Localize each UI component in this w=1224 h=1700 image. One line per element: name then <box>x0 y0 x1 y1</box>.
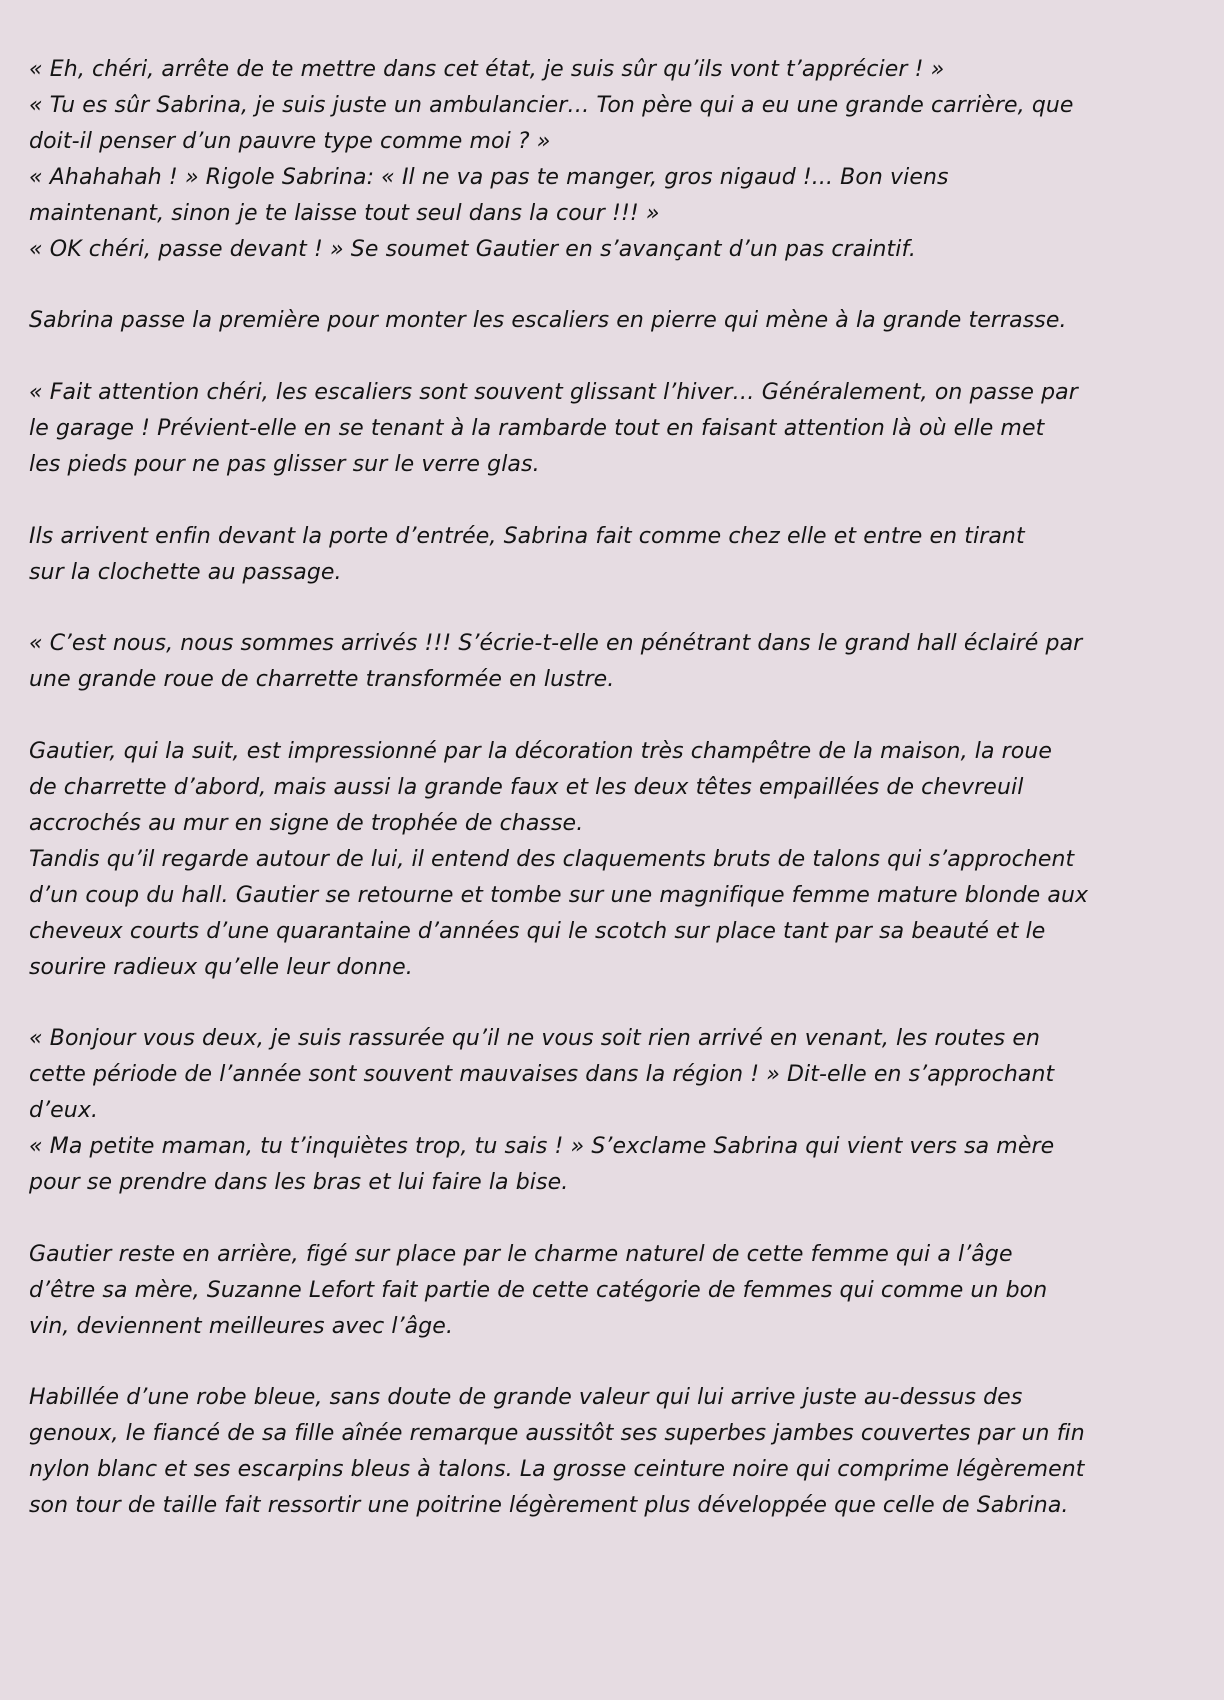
text-line: Ils arrivent enfin devant la porte d’entrée, Sabrina fait comme chez elle et entre en tirant <box>29 523 1025 549</box>
paragraph-5 <box>29 626 1197 698</box>
text-line: d’être sa mère, Suzanne Lefort fait partie de cette catégorie de femmes qui comme un bon <box>29 1277 1048 1303</box>
text-line: « C’est nous, nous sommes arrivés !!! S’écrie-t-elle en pénétrant dans le grand hall éclairé par <box>29 631 1083 657</box>
paragraph-6 <box>29 734 1197 985</box>
text-line: vin, deviennent meilleures avec l’âge. <box>29 1313 454 1339</box>
text-line: pour se prendre dans les bras et lui faire la bise. <box>29 1170 569 1195</box>
text-line: « Ahahahah ! » Rigole Sabrina: « Il ne va pas te manger, gros nigaud !... Bon viens <box>29 164 949 190</box>
text-line: cheveux courts d’une quarantaine d’années qui le scotch sur place tant par sa beauté et le <box>29 918 1046 944</box>
text-line: de charrette d’abord, mais aussi la grande faux et les deux têtes empaillées de chevreuil <box>29 775 1024 801</box>
text-line: Gautier reste en arrière, figé sur place par le charme naturel de cette femme qui a l’âge <box>29 1241 1013 1267</box>
text-line: son tour de taille fait ressortir une poitrine légèrement plus développée que celle de Sabrina. <box>29 1493 1069 1519</box>
text-line: « Tu es sûr Sabrina, je suis juste un ambulancier… Ton père qui a eu une grande carrière, que <box>29 92 1074 118</box>
paragraph-9 <box>29 1380 1197 1524</box>
text-line: Tandis qu’il regarde autour de lui, il entend des claquements bruts de talons qui s’approchent <box>29 846 1075 872</box>
document-page <box>29 52 1197 1560</box>
text-line: « OK chéri, passe devant ! » Se soumet Gautier en s’avançant d’un pas craintif. <box>29 236 916 262</box>
text-line: une grande roue de charrette transformée en lustre. <box>29 667 615 693</box>
text-line: « Ma petite maman, tu t’inquiètes trop, tu sais ! » S’exclame Sabrina qui vient vers sa mère <box>29 1134 1055 1160</box>
paragraph-4 <box>29 519 1197 591</box>
paragraph-7 <box>29 1021 1197 1201</box>
text-line: Gautier, qui la suit, est impressionné par la décoration très champêtre de la maison, la roue <box>29 739 1053 765</box>
text-line: « Bonjour vous deux, je suis rassurée qu’il ne vous soit rien arrivé en venant, les routes en <box>29 1026 1040 1052</box>
paragraph-8 <box>29 1237 1197 1345</box>
text-line: les pieds pour ne pas glisser sur le verre glas. <box>29 451 540 477</box>
paragraph-1 <box>29 52 1197 267</box>
text-line: sur la clochette au passage. <box>29 559 342 585</box>
text-line: « Fait attention chéri, les escaliers sont souvent glissant l’hiver… Généralement, on passe par <box>29 380 1078 406</box>
text-line: Habillée d’une robe bleue, sans doute de grande valeur qui lui arrive juste au-dessus des <box>29 1385 1023 1411</box>
text-line: « Eh, chéri, arrête de te mettre dans cet état, je suis sûr qu’ils vont t’apprécier ! » <box>29 57 945 82</box>
paragraph-2 <box>29 303 1197 339</box>
paragraph-3 <box>29 375 1197 483</box>
text-line: d’eux. <box>29 1098 99 1124</box>
text-line: d’un coup du hall. Gautier se retourne et tombe sur une magnifique femme mature blonde aux <box>29 882 1089 908</box>
text-line: accrochés au mur en signe de trophée de chasse. <box>29 810 584 836</box>
text-line: cette période de l’année sont souvent mauvaises dans la région ! » Dit-elle en s’approchant <box>29 1062 1055 1088</box>
text-line: doit-il penser d’un pauvre type comme moi ? » <box>29 128 551 154</box>
text-line: Sabrina passe la première pour monter les escaliers en pierre qui mène à la grande terrasse. <box>29 308 1067 334</box>
text-line: sourire radieux qu’elle leur donne. <box>29 954 413 980</box>
text-line: genoux, le fiancé de sa fille aînée remarque aussitôt ses superbes jambes couvertes par un fin <box>29 1421 1085 1447</box>
text-line: le garage ! Prévient-elle en se tenant à la rambarde tout en faisant attention là où elle met <box>29 416 1045 442</box>
text-line: nylon blanc et ses escarpins bleus à talons. La grosse ceinture noire qui comprime légèrement <box>29 1457 1085 1483</box>
text-line: maintenant, sinon je te laisse tout seul dans la cour !!! » <box>29 200 660 226</box>
